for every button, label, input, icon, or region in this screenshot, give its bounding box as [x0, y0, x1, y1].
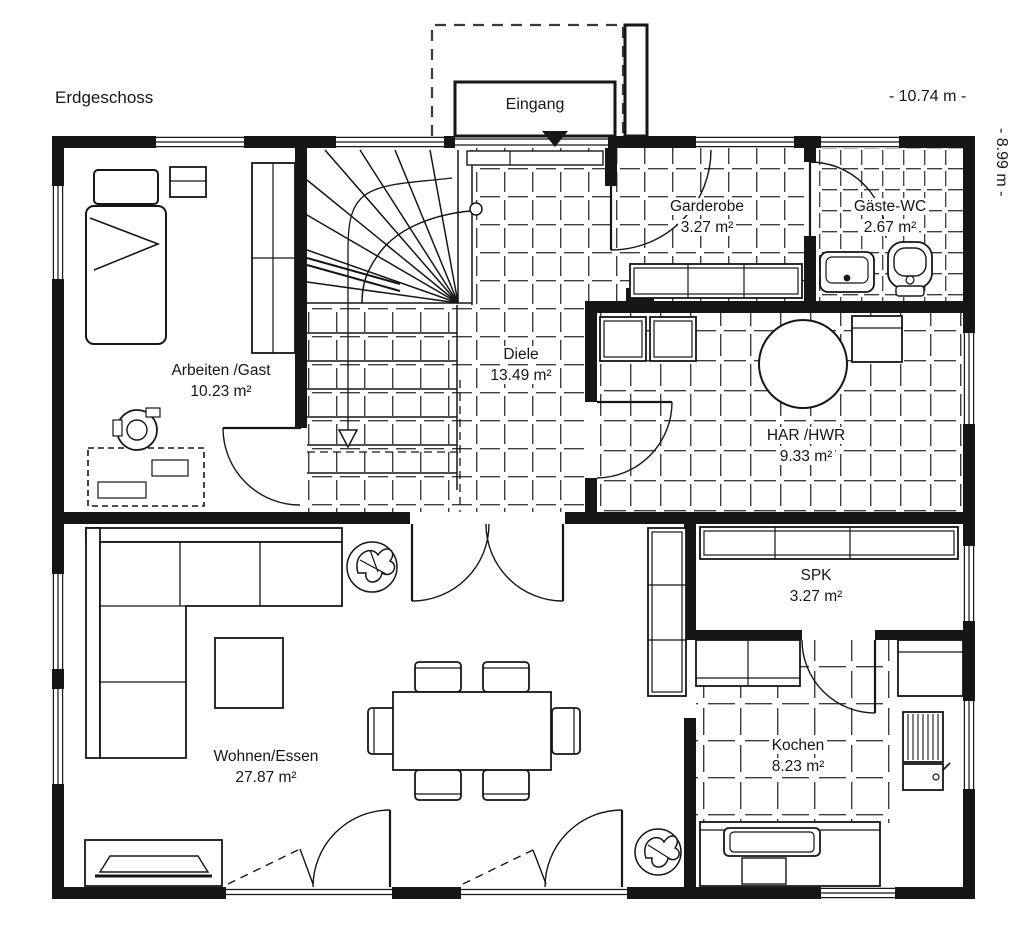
window-kochen-right [963, 700, 975, 790]
door-terrace-1 [228, 810, 390, 887]
chair [552, 708, 580, 754]
pantry-shelf [700, 527, 958, 559]
sink-icon [820, 252, 874, 292]
window-living-left-2 [52, 688, 64, 785]
room-label-garderobe: Garderobe 3.27 m² [622, 196, 792, 238]
chair [483, 662, 529, 692]
window-bedroom-left [52, 185, 64, 280]
entrance-label: Eingang [505, 96, 565, 113]
window-spk-right [963, 545, 975, 622]
terrace-opening-2 [460, 887, 628, 899]
door-terrace-2 [463, 810, 622, 887]
entrance-porch [432, 25, 647, 147]
porch-pillar [625, 25, 647, 136]
room-label-har-hwr: HAR /HWR 9.33 m² [721, 425, 891, 467]
corner-sofa [86, 528, 342, 758]
dining-table [393, 692, 551, 770]
terrace-opening-1 [225, 887, 393, 899]
window-kochen-bottom [820, 887, 896, 899]
wall-middle-b [565, 512, 975, 524]
wall-spk-bottom-b [875, 630, 975, 640]
door-bedroom [223, 428, 301, 505]
room-label-arbeiten-gast: Arbeiten /Gast 10.23 m² [136, 360, 306, 402]
wall-wc-b [804, 236, 816, 303]
room-label-kochen: Kochen 8.23 m² [713, 735, 883, 777]
chair [368, 708, 396, 754]
chair [415, 662, 461, 692]
window-stair-top [335, 136, 445, 148]
window-wc-top [820, 136, 900, 148]
window-living-left-1 [52, 573, 64, 670]
window-bedroom-top [155, 136, 245, 148]
dining-table-set [368, 662, 580, 800]
window-garderobe-top [695, 136, 795, 148]
room-label-wohnen-essen: Wohnen/Essen 27.87 m² [181, 746, 351, 788]
boiler-tank [759, 320, 847, 408]
entrance-opening [455, 136, 608, 165]
chair [415, 770, 461, 800]
counter-right [898, 640, 963, 696]
bed [86, 170, 166, 344]
mattress [86, 206, 166, 344]
room-label-diele: Diele 13.49 m² [436, 344, 606, 386]
wall-spk-bottom-a [684, 630, 802, 640]
nightstand [170, 167, 206, 197]
wall-wc-a [804, 148, 816, 162]
height-dimension: - 8.99 m - [993, 128, 1010, 197]
utility-cabinet [852, 316, 902, 362]
wardrobe [252, 163, 295, 353]
wall-middle-a [52, 512, 410, 524]
tall-cabinet [648, 528, 686, 696]
chair [483, 770, 529, 800]
wall-kitchen-left-b [684, 718, 696, 887]
tv-lowboard [85, 840, 222, 886]
tv-icon [100, 856, 208, 872]
office-chair [113, 408, 160, 450]
window-har-right [963, 332, 975, 425]
plant-icon [347, 542, 397, 592]
plant-icon-2 [635, 829, 681, 875]
coffee-table [215, 638, 283, 708]
room-label-spk: SPK 3.27 m² [731, 565, 901, 607]
wall-har-left-b [585, 478, 597, 514]
page-title: Erdgeschoss [55, 88, 154, 107]
width-dimension: - 10.74 m - [888, 88, 967, 105]
coat-closet [630, 264, 802, 298]
door-double-living [412, 524, 563, 601]
pillow [94, 170, 158, 204]
room-label-gaeste-wc: Gäste-WC 2.67 m² [805, 196, 975, 238]
desk [88, 448, 204, 506]
